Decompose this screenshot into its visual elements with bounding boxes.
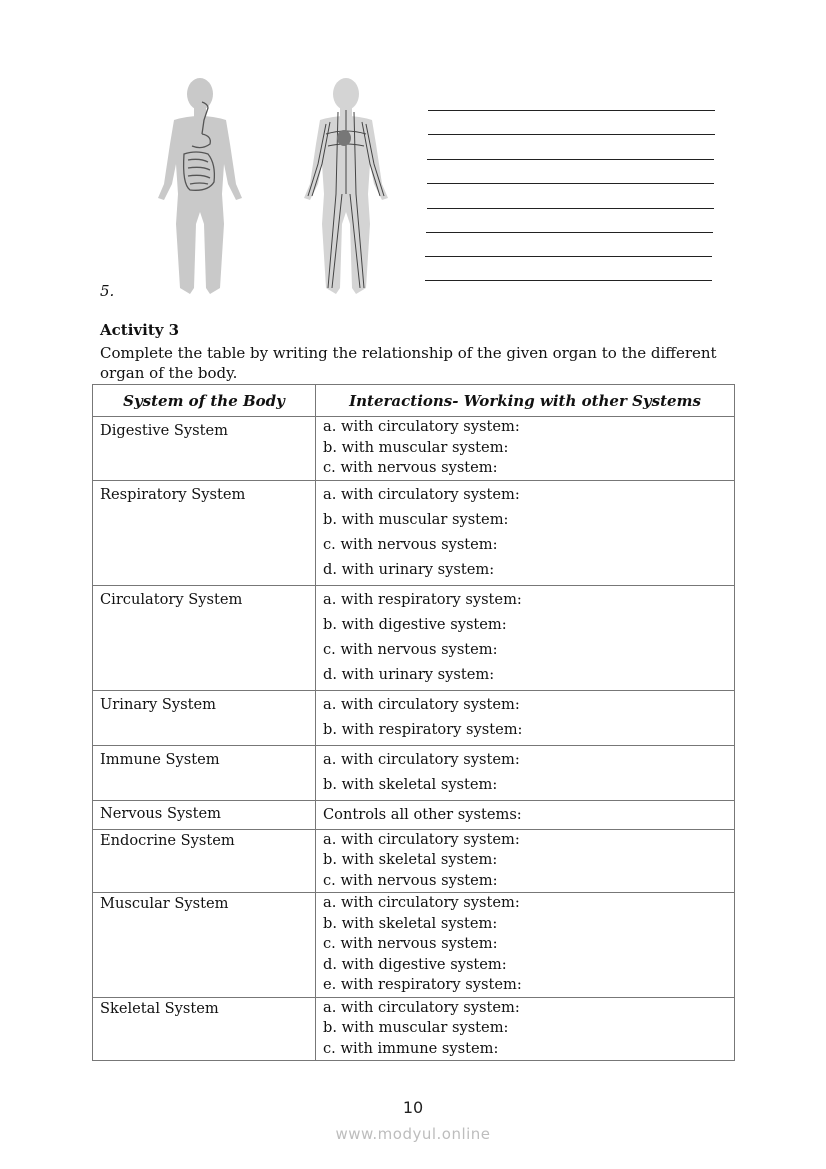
interaction-item: c. with nervous system: <box>323 459 498 476</box>
interaction-item: c. with nervous system: <box>323 640 498 658</box>
table-row <box>93 745 735 800</box>
answer-line[interactable] <box>427 183 714 184</box>
interaction-cell[interactable] <box>316 480 735 585</box>
system-name: Nervous System <box>93 800 316 829</box>
circulatory-system-figure <box>296 74 392 300</box>
table-row <box>93 417 735 481</box>
interaction-item: a. with circulatory system: <box>323 830 520 848</box>
interaction-item: Controls all other systems: <box>323 805 522 823</box>
interaction-item: b. with skeletal system: <box>323 914 498 932</box>
interaction-item: b. with skeletal system: <box>323 775 498 793</box>
interaction-item: a. with circulatory system: <box>323 418 520 435</box>
interaction-item: c. with nervous system: <box>323 935 498 952</box>
answer-line[interactable] <box>425 256 712 257</box>
interaction-item: a. with circulatory system: <box>323 750 520 768</box>
interaction-cell[interactable] <box>316 800 735 829</box>
system-name: Circulatory System <box>93 585 316 690</box>
activity-instruction: Complete the table by writing the relationship of the given organ to the different organ of the body. <box>100 344 717 382</box>
interaction-item: a. with circulatory system: <box>323 894 520 911</box>
answer-line[interactable] <box>427 159 714 160</box>
table-row <box>93 690 735 745</box>
interaction-cell[interactable] <box>316 585 735 690</box>
interaction-cell[interactable] <box>316 829 735 893</box>
table-row <box>93 800 735 829</box>
system-name: Muscular System <box>93 893 316 998</box>
answer-line[interactable] <box>428 110 715 111</box>
interaction-item: b. with skeletal system: <box>323 851 498 868</box>
interaction-item: d. with digestive system: <box>323 955 507 973</box>
interaction-item: c. with immune system: <box>323 1039 499 1057</box>
interaction-item: a. with circulatory system: <box>323 998 520 1016</box>
system-name: Urinary System <box>93 690 316 745</box>
interaction-item: b. with muscular system: <box>323 438 509 456</box>
systems-table <box>92 384 735 1061</box>
figure-area <box>0 0 826 310</box>
system-name: Skeletal System <box>93 997 316 1061</box>
interaction-cell[interactable] <box>316 893 735 998</box>
interaction-item: b. with muscular system: <box>323 510 509 528</box>
answer-line[interactable] <box>428 134 715 135</box>
table-header-row <box>93 385 735 417</box>
table-row <box>93 997 735 1061</box>
system-name: Respiratory System <box>93 480 316 585</box>
table-row <box>93 480 735 585</box>
interaction-item: a. with respiratory system: <box>323 590 522 608</box>
interaction-item: d. with urinary system: <box>323 560 495 578</box>
system-name: Digestive System <box>93 417 316 481</box>
watermark: www.modyul.online <box>335 1125 491 1143</box>
answer-line[interactable] <box>426 232 713 233</box>
digestive-system-figure <box>150 74 246 300</box>
table-row <box>93 893 735 998</box>
activity-heading: Activity 3 <box>100 321 180 339</box>
interaction-item: c. with nervous system: <box>323 871 498 889</box>
interaction-item: b. with respiratory system: <box>323 720 523 738</box>
answer-line[interactable] <box>425 280 712 281</box>
interaction-cell[interactable] <box>316 997 735 1061</box>
page-number: 10 <box>402 1098 424 1117</box>
interaction-item: a. with circulatory system: <box>323 485 520 503</box>
header-interactions: Interactions- Working with other Systems <box>316 385 735 417</box>
interaction-item: b. with digestive system: <box>323 615 507 633</box>
interaction-item: e. with respiratory system: <box>323 976 522 993</box>
table-row <box>93 585 735 690</box>
answer-line[interactable] <box>427 208 714 209</box>
system-name: Immune System <box>93 745 316 800</box>
interaction-item: d. with urinary system: <box>323 665 495 683</box>
system-name: Endocrine System <box>93 829 316 893</box>
interaction-cell[interactable] <box>316 745 735 800</box>
item-number: 5. <box>100 282 115 300</box>
table-row <box>93 829 735 893</box>
header-system: System of the Body <box>93 385 316 417</box>
interaction-item: b. with muscular system: <box>323 1019 509 1036</box>
interaction-cell[interactable] <box>316 417 735 481</box>
interaction-cell[interactable] <box>316 690 735 745</box>
interaction-item: a. with circulatory system: <box>323 695 520 713</box>
interaction-item: c. with nervous system: <box>323 535 498 553</box>
